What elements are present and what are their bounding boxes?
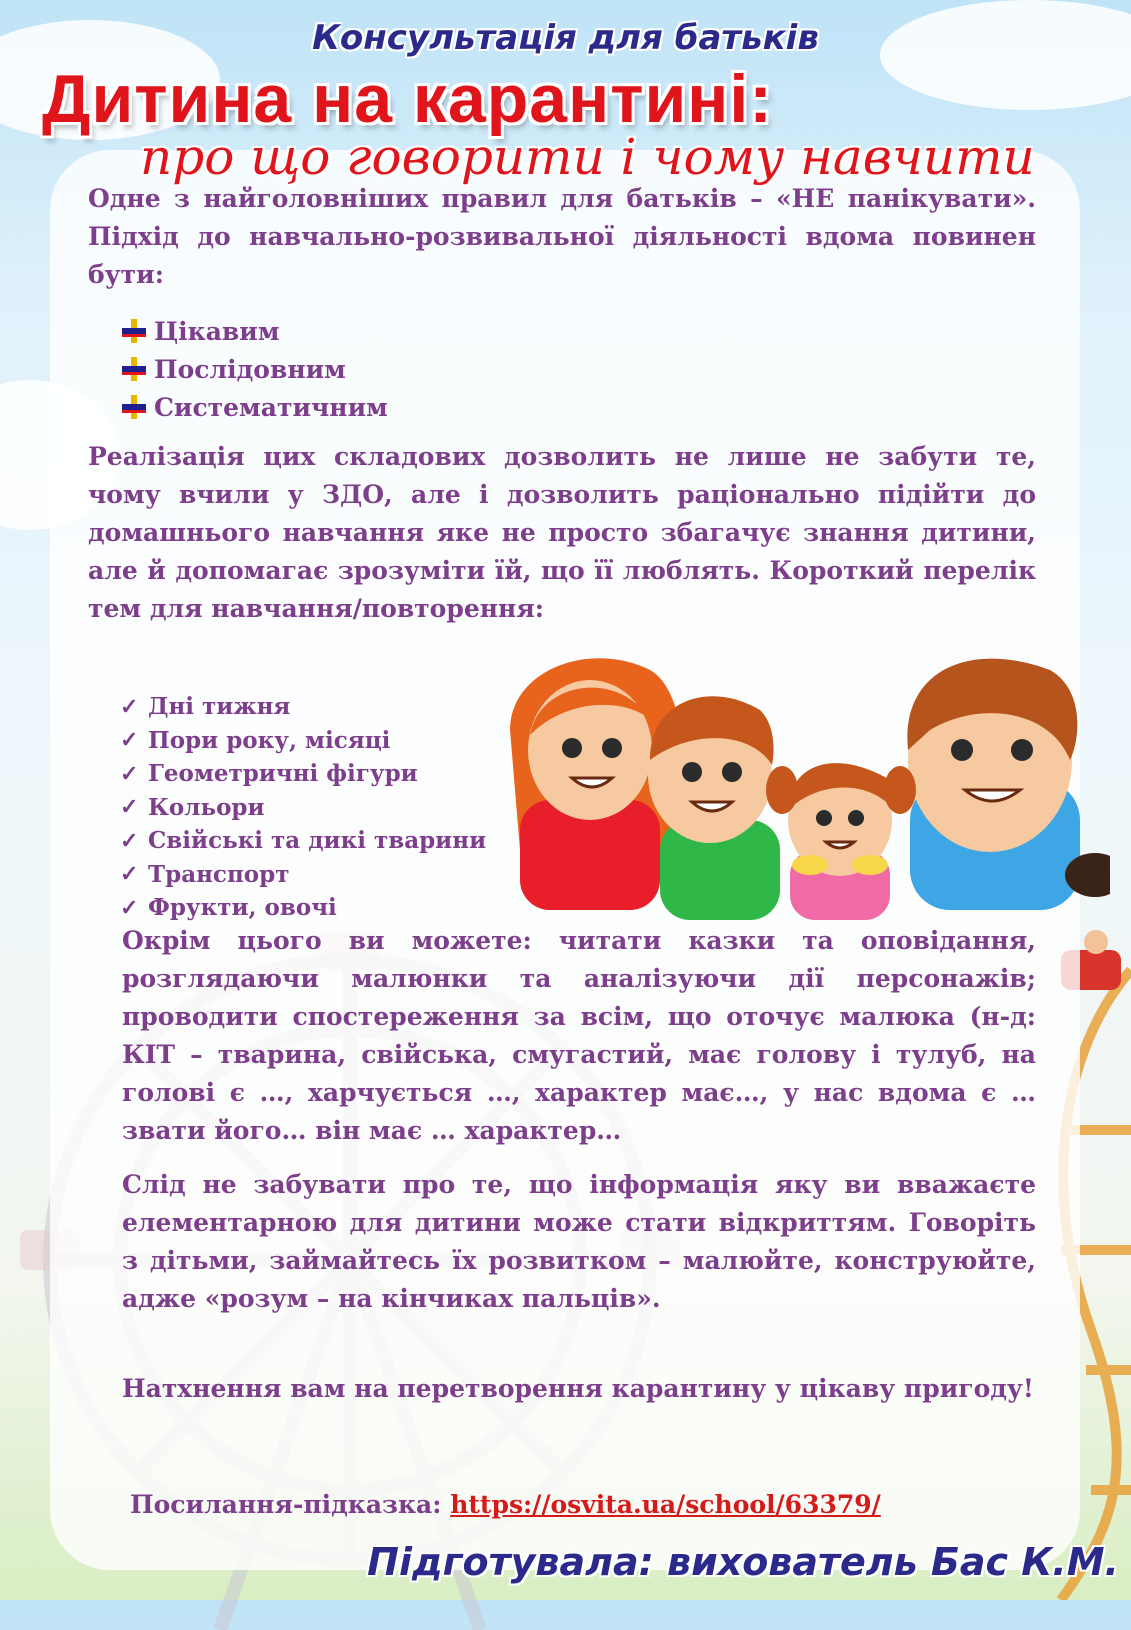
topic-label: Кольори	[148, 793, 265, 821]
topic-label: Транспорт	[148, 860, 290, 888]
realization-paragraph: Реалізація цих складових дозволить не лише не забути те, чому вчили у ЗДО, але і дозволить раціонально підійти до домашнього навчання яке не просто збагачує знання дитини, але й допомагає зрозуміти їй, що її люблять. Короткий перелік тем для навчання/повторення:	[88, 442, 1036, 623]
checkmark-icon: ✓	[120, 727, 139, 754]
list-item	[120, 350, 388, 388]
list-item	[120, 388, 388, 426]
qualities-list	[120, 312, 388, 426]
checkmark-icon: ✓	[120, 693, 139, 720]
list-item	[120, 724, 486, 758]
list-item	[120, 791, 486, 825]
quality-label: Систематичним	[154, 392, 388, 422]
advice-paragraph: Слід не забувати про те, що інформація яку ви вважаєте елементарною для дитини може стати відкриттям. Говоріть з дітьми, займайтесь їх розвитком – малюйте, конструюйте, адже «розум – на кінчиках пальців».	[122, 1170, 1036, 1313]
checkmark-icon: ✓	[120, 894, 139, 921]
cross-bullet-icon	[120, 355, 148, 383]
checkmark-icon: ✓	[120, 827, 139, 854]
topic-label: Геометричні фігури	[148, 760, 418, 788]
topic-label: Свійські та дикі тварини	[148, 827, 487, 855]
list-item	[120, 858, 486, 892]
page-subtitle: про що говорити і чому навчити	[140, 128, 1035, 186]
page-title: Дитина на карантині:	[42, 61, 773, 137]
topics-list	[120, 690, 486, 925]
list-item	[120, 690, 486, 724]
list-item	[120, 891, 486, 925]
cross-bullet-icon	[120, 317, 148, 345]
checkmark-icon: ✓	[120, 861, 139, 888]
author-signature: Підготувала: вихователь Бас К.М.	[367, 1540, 1119, 1584]
list-item	[120, 824, 486, 858]
closing-paragraph: Натхнення вам на перетворення карантину у цікаву пригоду!	[122, 1374, 1034, 1403]
list-item	[120, 757, 486, 791]
list-item	[120, 312, 388, 350]
topic-label: Дні тижня	[148, 693, 291, 721]
family-illustration	[510, 650, 1110, 940]
checkmark-icon: ✓	[120, 760, 139, 787]
reference-label: Посилання-підказка:	[130, 1490, 442, 1519]
topic-label: Пори року, місяці	[148, 726, 391, 754]
checkmark-icon: ✓	[120, 794, 139, 821]
reference-line	[130, 1490, 881, 1519]
topic-label: Фрукти, овочі	[148, 894, 337, 922]
quality-label: Цікавим	[154, 316, 280, 346]
activities-paragraph: Окрім цього ви можете: читати казки та оповідання, розглядаючи малюнки та аналізуючи дії персонажів; проводити спостереження за всім, що оточує малюка (н-д: КІТ – тварина, свійська, смугастий, має голову і тулуб, на голові є …, харчується …, характер має…, у нас вдома є … звати його… він має … характер…	[122, 926, 1036, 1145]
cross-bullet-icon	[120, 393, 148, 421]
quality-label: Послідовним	[154, 354, 346, 384]
consultation-kicker: Консультація для батьків	[312, 18, 819, 58]
intro-paragraph: Одне з найголовніших правил для батьків – «НЕ панікувати». Підхід до навчально-розвивальної діяльності вдома повинен бути:	[88, 184, 1036, 289]
reference-link[interactable]: https://osvita.ua/school/63379/	[450, 1490, 881, 1519]
